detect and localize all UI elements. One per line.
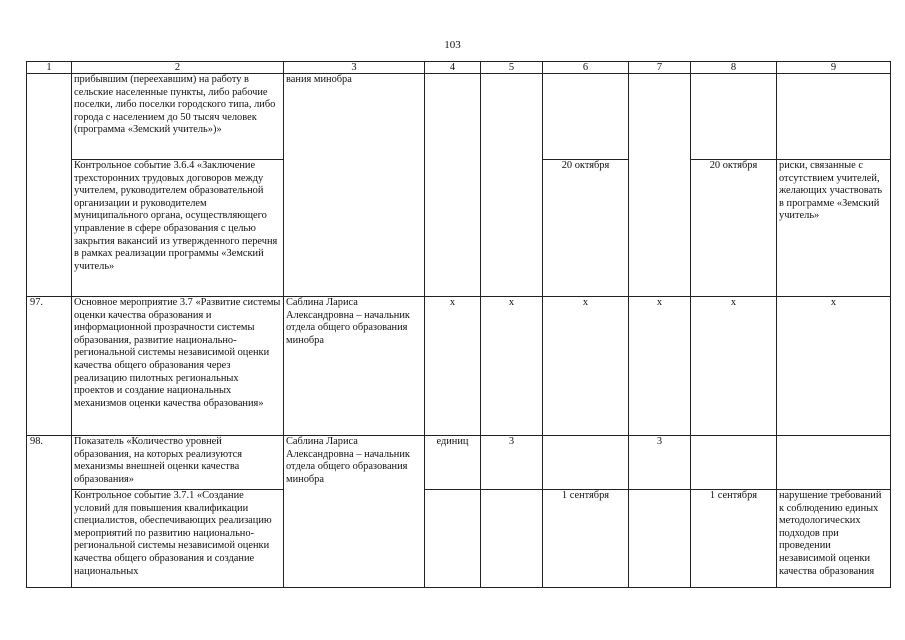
unit-cell: х [425, 297, 481, 436]
risk-cell: нарушение требований к соблюдению единых методологических подходов при проведении независимой оценки качества образования [777, 490, 891, 588]
value-cell: х [629, 297, 691, 436]
header-cell: 4 [425, 62, 481, 74]
value-cell [629, 74, 691, 160]
header-cell: 5 [481, 62, 543, 74]
value-cell [629, 490, 691, 588]
unit-cell: единиц [425, 436, 481, 490]
value-cell [481, 490, 543, 588]
responsible-cell [284, 490, 425, 588]
header-cell: 3 [284, 62, 425, 74]
table-row [27, 436, 891, 490]
risk-cell [777, 436, 891, 490]
date-cell [543, 436, 629, 490]
table-row [27, 160, 891, 297]
value-cell: 3 [629, 436, 691, 490]
description-cell: Контрольное событие 3.7.1 «Создание условий для повышения квалификации специалистов, обеспечивающих реализацию мероприятий по развитию национально-региональной системы независимой оценки качества общего образования и создание национальных [72, 490, 284, 588]
row-number-cell: 98. [27, 436, 72, 490]
page-number: 103 [444, 39, 461, 51]
responsible-cell [284, 160, 425, 297]
header-row [27, 62, 891, 74]
responsible-cell: Саблина Лариса Александровна – начальник отдела общего образования минобра [284, 297, 425, 436]
date-cell: 20 октября [543, 160, 629, 297]
unit-cell [425, 74, 481, 160]
header-cell: 9 [777, 62, 891, 74]
header-cell: 7 [629, 62, 691, 74]
risk-cell [777, 74, 891, 160]
date-cell: х [691, 297, 777, 436]
description-cell: Контрольное событие 3.6.4 «Заключение трехсторонних трудовых договоров между учителем, руководителем образовательной организации и руководителем муниципального органа, осуществляющего управление в сфере образования с целью закрытия вакансий из утвержденного перечня в рамках реализации программы «Земский учитель» [72, 160, 284, 297]
risk-cell: риски, связанные с отсутствием учителей, желающих участвовать в программе «Земский учитель» [777, 160, 891, 297]
date-cell [691, 74, 777, 160]
table-row [27, 297, 891, 436]
row-number-cell: 97. [27, 297, 72, 436]
date-cell: 20 октября [691, 160, 777, 297]
table-row [27, 490, 891, 588]
date-cell [691, 436, 777, 490]
value-cell [481, 74, 543, 160]
date-cell: 1 сентября [691, 490, 777, 588]
row-number-cell [27, 160, 72, 297]
value-cell [629, 160, 691, 297]
risk-cell: х [777, 297, 891, 436]
header-cell: 1 [27, 62, 72, 74]
date-cell: х [543, 297, 629, 436]
date-cell [543, 74, 629, 160]
table-row [27, 74, 891, 160]
row-number-cell [27, 74, 72, 160]
header-cell: 2 [72, 62, 284, 74]
value-cell [481, 160, 543, 297]
description-cell: Основное мероприятие 3.7 «Развитие системы оценки качества образования и информационной прозрачности системы образования, развитие национально-региональной системы независимой оценки качества общего образования через реализацию пилотных региональных проектов и создание национальных механизмов оценки качества образования» [72, 297, 284, 436]
description-cell: прибывшим (переехавшим) на работу в сельские населенные пункты, либо рабочие поселки, либо поселки городского типа, либо города с населением до 50 тысяч человек (программа «Земский учитель»)» [72, 74, 284, 160]
unit-cell [425, 160, 481, 297]
responsible-cell: Саблина Лариса Александровна – начальник отдела общего образования минобра [284, 436, 425, 490]
plan-table [26, 61, 891, 588]
unit-cell [425, 490, 481, 588]
description-cell: Показатель «Количество уровней образования, на которых реализуются механизмы внешней оценки качества образования» [72, 436, 284, 490]
header-cell: 6 [543, 62, 629, 74]
date-cell: 1 сентября [543, 490, 629, 588]
header-cell: 8 [691, 62, 777, 74]
responsible-cell: вания минобра [284, 74, 425, 160]
value-cell: 3 [481, 436, 543, 490]
row-number-cell [27, 490, 72, 588]
value-cell: х [481, 297, 543, 436]
